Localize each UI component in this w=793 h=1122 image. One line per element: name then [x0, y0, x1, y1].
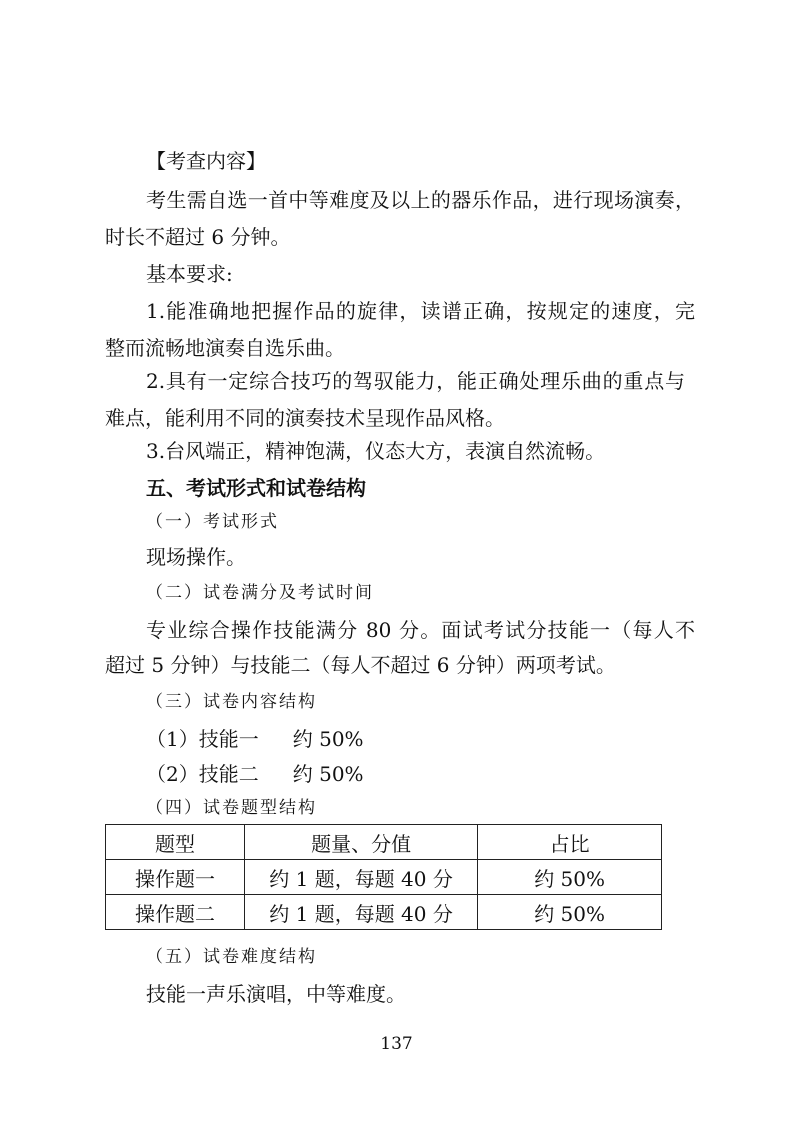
skill-label: （2）技能二: [146, 762, 259, 786]
table-cell: 约 50%: [478, 895, 662, 930]
paragraph-line: 技能一声乐演唱，中等难度。: [146, 982, 406, 1006]
paragraph-line: 专业综合操作技能满分 80 分。面试考试分技能一（每人不: [146, 618, 695, 642]
paragraph-line: 时长不超过 6 分钟。: [105, 225, 291, 249]
table-cell: 约 1 题，每题 40 分: [244, 860, 477, 895]
skill-row: [146, 724, 736, 754]
table-header-cell: 题型: [106, 825, 245, 860]
basic-requirements-label: 基本要求:: [146, 262, 233, 286]
paragraph-line: 超过 5 分钟）与技能二（每人不超过 6 分钟）两项考试。: [105, 653, 616, 677]
table-row: [106, 895, 662, 930]
table-cell: 操作题一: [106, 860, 245, 895]
paragraph-line: 考生需自选一首中等难度及以上的器乐作品，进行现场演奏，: [146, 188, 695, 212]
table-header-row: [106, 825, 662, 860]
skill-row: [146, 759, 736, 789]
table-cell: 操作题二: [106, 895, 245, 930]
paragraph-line: 现场操作。: [146, 545, 246, 569]
table-cell: 约 50%: [478, 860, 662, 895]
page-number: 137: [380, 1034, 413, 1054]
requirement-2-line: 难点，能利用不同的演奏技术呈现作品风格。: [105, 406, 505, 430]
question-type-table: [105, 824, 662, 930]
subsection-heading: （四）试卷题型结构: [146, 798, 317, 818]
subsection-heading: （一）考试形式: [146, 512, 279, 532]
subsection-heading: （三）试卷内容结构: [146, 692, 317, 712]
subsection-heading: （二）试卷满分及考试时间: [146, 583, 374, 603]
table-header-cell: 题量、分值: [244, 825, 477, 860]
skill-label: （1）技能一: [146, 727, 259, 751]
section-title: 【考查内容】: [146, 149, 266, 173]
table-header-cell: 占比: [478, 825, 662, 860]
requirement-2-line: 2.具有一定综合技巧的驾驭能力，能正确处理乐曲的重点与: [146, 369, 685, 393]
table-row: [106, 860, 662, 895]
skill-percentage: 约 50%: [292, 762, 364, 786]
skill-percentage: 约 50%: [292, 727, 364, 751]
requirement-1-line: 整而流畅地演奏自选乐曲。: [105, 336, 345, 360]
requirement-3: 3.台风端正，精神饱满，仪态大方，表演自然流畅。: [146, 439, 606, 463]
requirement-1-line: 1.能准确地把握作品的旋律，读谱正确，按规定的速度，完: [146, 299, 695, 323]
table-cell: 约 1 题，每题 40 分: [244, 895, 477, 930]
section-heading: 五、考试形式和试卷结构: [146, 476, 366, 500]
subsection-heading: （五）试卷难度结构: [146, 947, 317, 967]
